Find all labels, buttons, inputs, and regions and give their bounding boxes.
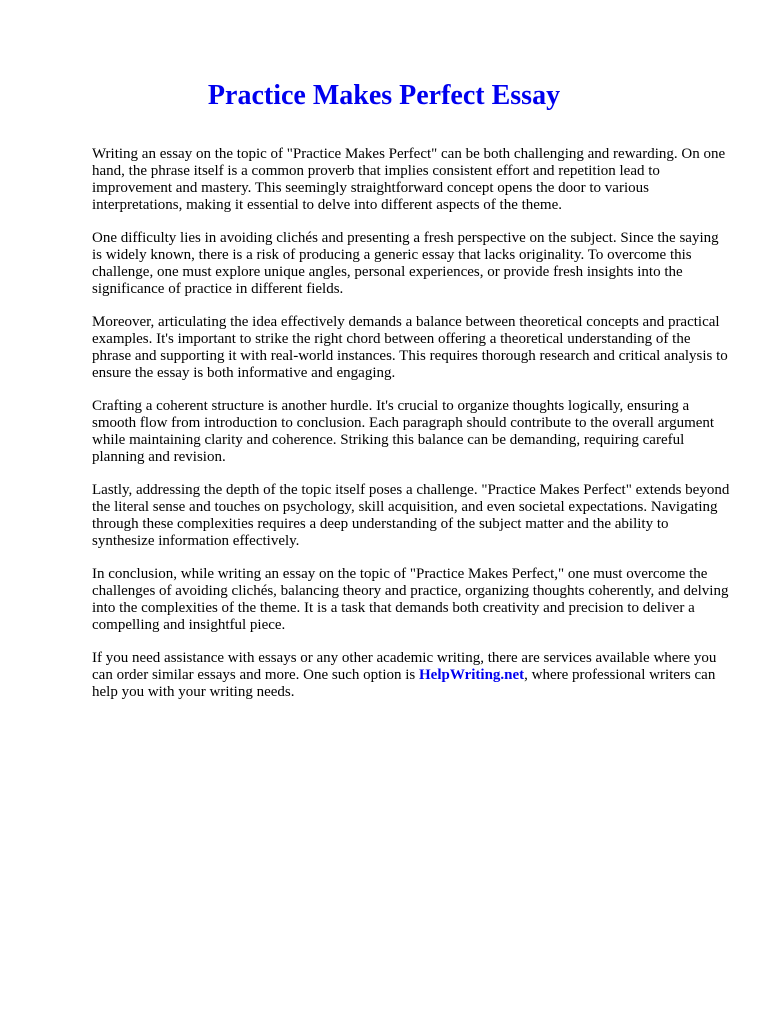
page-title: Practice Makes Perfect Essay bbox=[207, 80, 561, 111]
paragraph-depth: Lastly, addressing the depth of the topic itself poses a challenge. "Practice Makes Perfect" extends beyond the literal sense and touches on psychology, skill acquisition, and even societal expectations. Navigating through these complexities requires a deep understanding of the subject matter and the ability to synthesize information effectively. bbox=[92, 482, 730, 549]
paragraph-conclusion: In conclusion, while writing an essay on the topic of "Practice Makes Perfect," one must overcome the challenges of avoiding clichés, balancing theory and practice, organizing thoughts coherently, and delving into the complexities of the theme. It is a task that demands both creativity and precision to deliver a compelling and insightful piece. bbox=[92, 566, 729, 633]
paragraph-closing bbox=[92, 650, 732, 701]
essay-body bbox=[92, 146, 732, 717]
helpwriting-link[interactable]: HelpWriting.net bbox=[419, 667, 525, 683]
paragraph-balance: Moreover, articulating the idea effectively demands a balance between theoretical concepts and practical examples. It's important to strike the right chord between offering a theoretical understanding of the phrase and supporting it with real-world instances. This requires thorough research and critical analysis to ensure the essay is both informative and engaging. bbox=[92, 314, 728, 381]
paragraph-structure: Crafting a coherent structure is another hurdle. It's crucial to organize thoughts logically, ensuring a smooth flow from introduction to conclusion. Each paragraph should contribute to the overall argument while maintaining clarity and coherence. Striking this balance can be demanding, requiring careful planning and revision. bbox=[92, 398, 715, 465]
paragraph-intro: Writing an essay on the topic of "Practice Makes Perfect" can be both challenging and rewarding. On one hand, the phrase itself is a common proverb that implies consistent effort and repetition lead to improvement and mastery. This seemingly straightforward concept opens the door to various interpretations, making it essential to delve into different aspects of the theme. bbox=[92, 146, 726, 213]
closing-text-after: , where professional writers can help you with your writing needs. bbox=[92, 667, 716, 700]
closing-text-before: If you need assistance with essays or any other academic writing, there are services available where you can order similar essays and more. One such option is bbox=[92, 650, 717, 683]
paragraph-cliches: One difficulty lies in avoiding clichés and presenting a fresh perspective on the subject. Since the saying is widely known, there is a risk of producing a generic essay that lacks originality. To overcome this challenge, one must explore unique angles, personal experiences, or provide fresh insights into the significance of practice in different fields. bbox=[92, 230, 719, 297]
